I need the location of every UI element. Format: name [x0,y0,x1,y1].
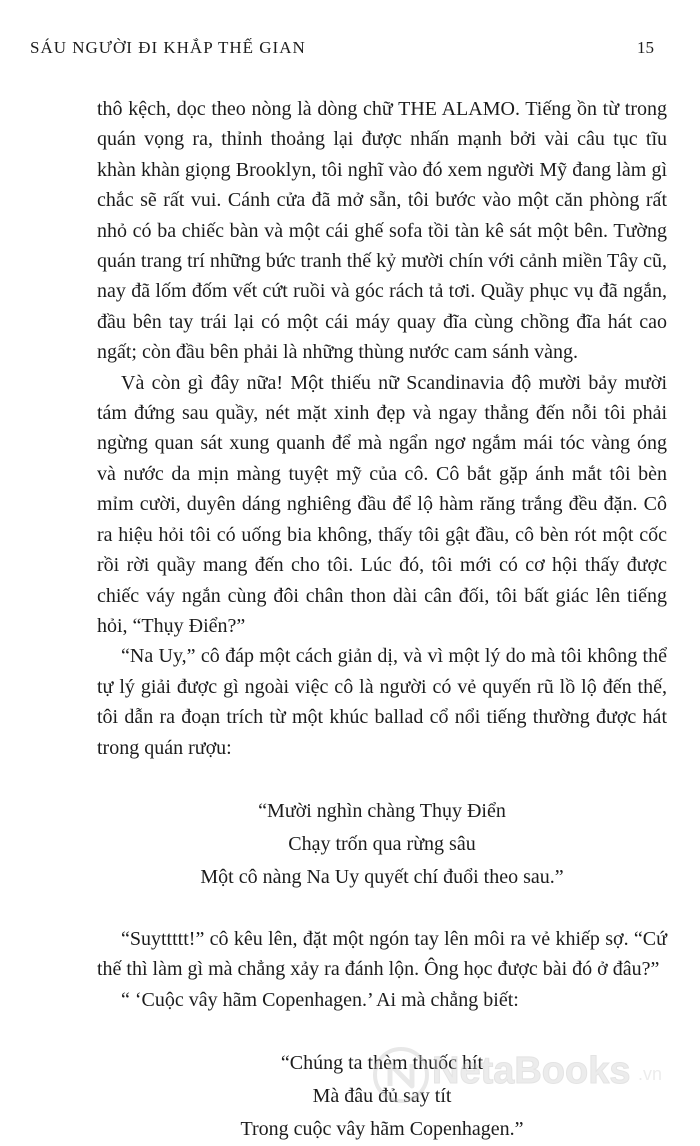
paragraph-4: “Suyttttt!” cô kêu lên, đặt một ngón tay lên môi ra vẻ khiếp sợ. “Cứ thế thì làm gì mà chẳng xảy ra đánh lộn. Ông học được bài đó ở đâu?” [97,927,667,981]
watermark [372,1040,692,1110]
page-number: 15 [637,38,654,57]
verse-line: Một cô nàng Na Uy quyết chí đuổi theo sau.” [200,865,564,888]
verse-line: “Chúng ta thèm thuốc hít [280,1052,484,1075]
verse-line: Mà đâu đủ say tít [312,1085,452,1108]
paragraph-3: “Na Uy,” cô đáp một cách giản dị, và vì một lý do mà tôi không thể tự lý giải được gì ngoài việc cô là người có vẻ quyến rũ lồ lộ đến thế, tôi dẫn ra đoạn trích từ một khúc ballad cổ nổi tiếng thường được hát trong quán rượu: [97,645,667,759]
netabooks-logo-icon [372,1046,430,1104]
paragraph-1: thô kệch, dọc theo nòng là dòng chữ THE ALAMO. Tiếng ồn từ trong quán vọng ra, thỉnh thoảng lại được nhấn mạnh bởi vài câu tục tĩu khàn khàn giọng Brooklyn, tôi nghĩ vào đó xem người Mỹ đang làm gì chắc sẽ rất vui. Cánh cửa đã mở sẵn, tôi bước vào một căn phòng rất nhỏ có ba chiếc bàn và một cái ghế sofa tồi tàn kê sát một bên. Tường quán trang trí những bức tranh thế kỷ mười chín với cảnh miền Tây cũ, nay đã lốm đốm vết cứt ruồi và góc rách tả tơi. Quầy phục vụ đã ngắn, đầu bên tay trái lại có một cái máy quay đĩa cùng chồng đĩa hát cao ngất; còn đầu bên phải là những thùng nước cam sánh vàng. [97,98,667,364]
watermark-suffix: .vn [638,1064,663,1084]
verse-block-1 [97,795,667,894]
running-title: SÁU NGƯỜI ĐI KHẮP THẾ GIAN [30,38,306,57]
paragraph-5: “ ‘Cuộc vây hãm Copenhagen.’ Ai mà chẳng biết: [121,988,519,1011]
verse-line: “Mười nghìn chàng Thụy Điển [258,799,506,822]
verse-line: Chạy trốn qua rừng sâu [288,832,476,855]
body-text [97,94,667,1146]
watermark-brand: NetaBooks [432,1050,631,1092]
verse-line: Trong cuộc vây hãm Copenhagen.” [240,1118,524,1141]
paragraph-2: Và còn gì đây nữa! Một thiếu nữ Scandinavia độ mười bảy mười tám đứng sau quầy, nét mặt xinh đẹp và ngay thẳng đến nỗi tôi phải ngừng quan sát xung quanh để mà ngẩn ngơ ngắm mái tóc vàng óng và nước da mịn màng tuyệt mỹ của cô. Cô bắt gặp ánh mắt tôi bèn mỉm cười, duyên dáng nghiêng đầu để lộ hàm răng trắng đều đặn. Cô ra hiệu hỏi tôi có uống bia không, thấy tôi gật đầu, cô bèn rót một cốc rồi rời quầy mang đến cho tôi. Lúc đó, tôi mới có cơ hội thấy được chiếc váy ngắn cùng đôi chân thon dài cân đối, tôi bất giác lên tiếng hỏi, “Thụy Điển?” [97,371,667,637]
